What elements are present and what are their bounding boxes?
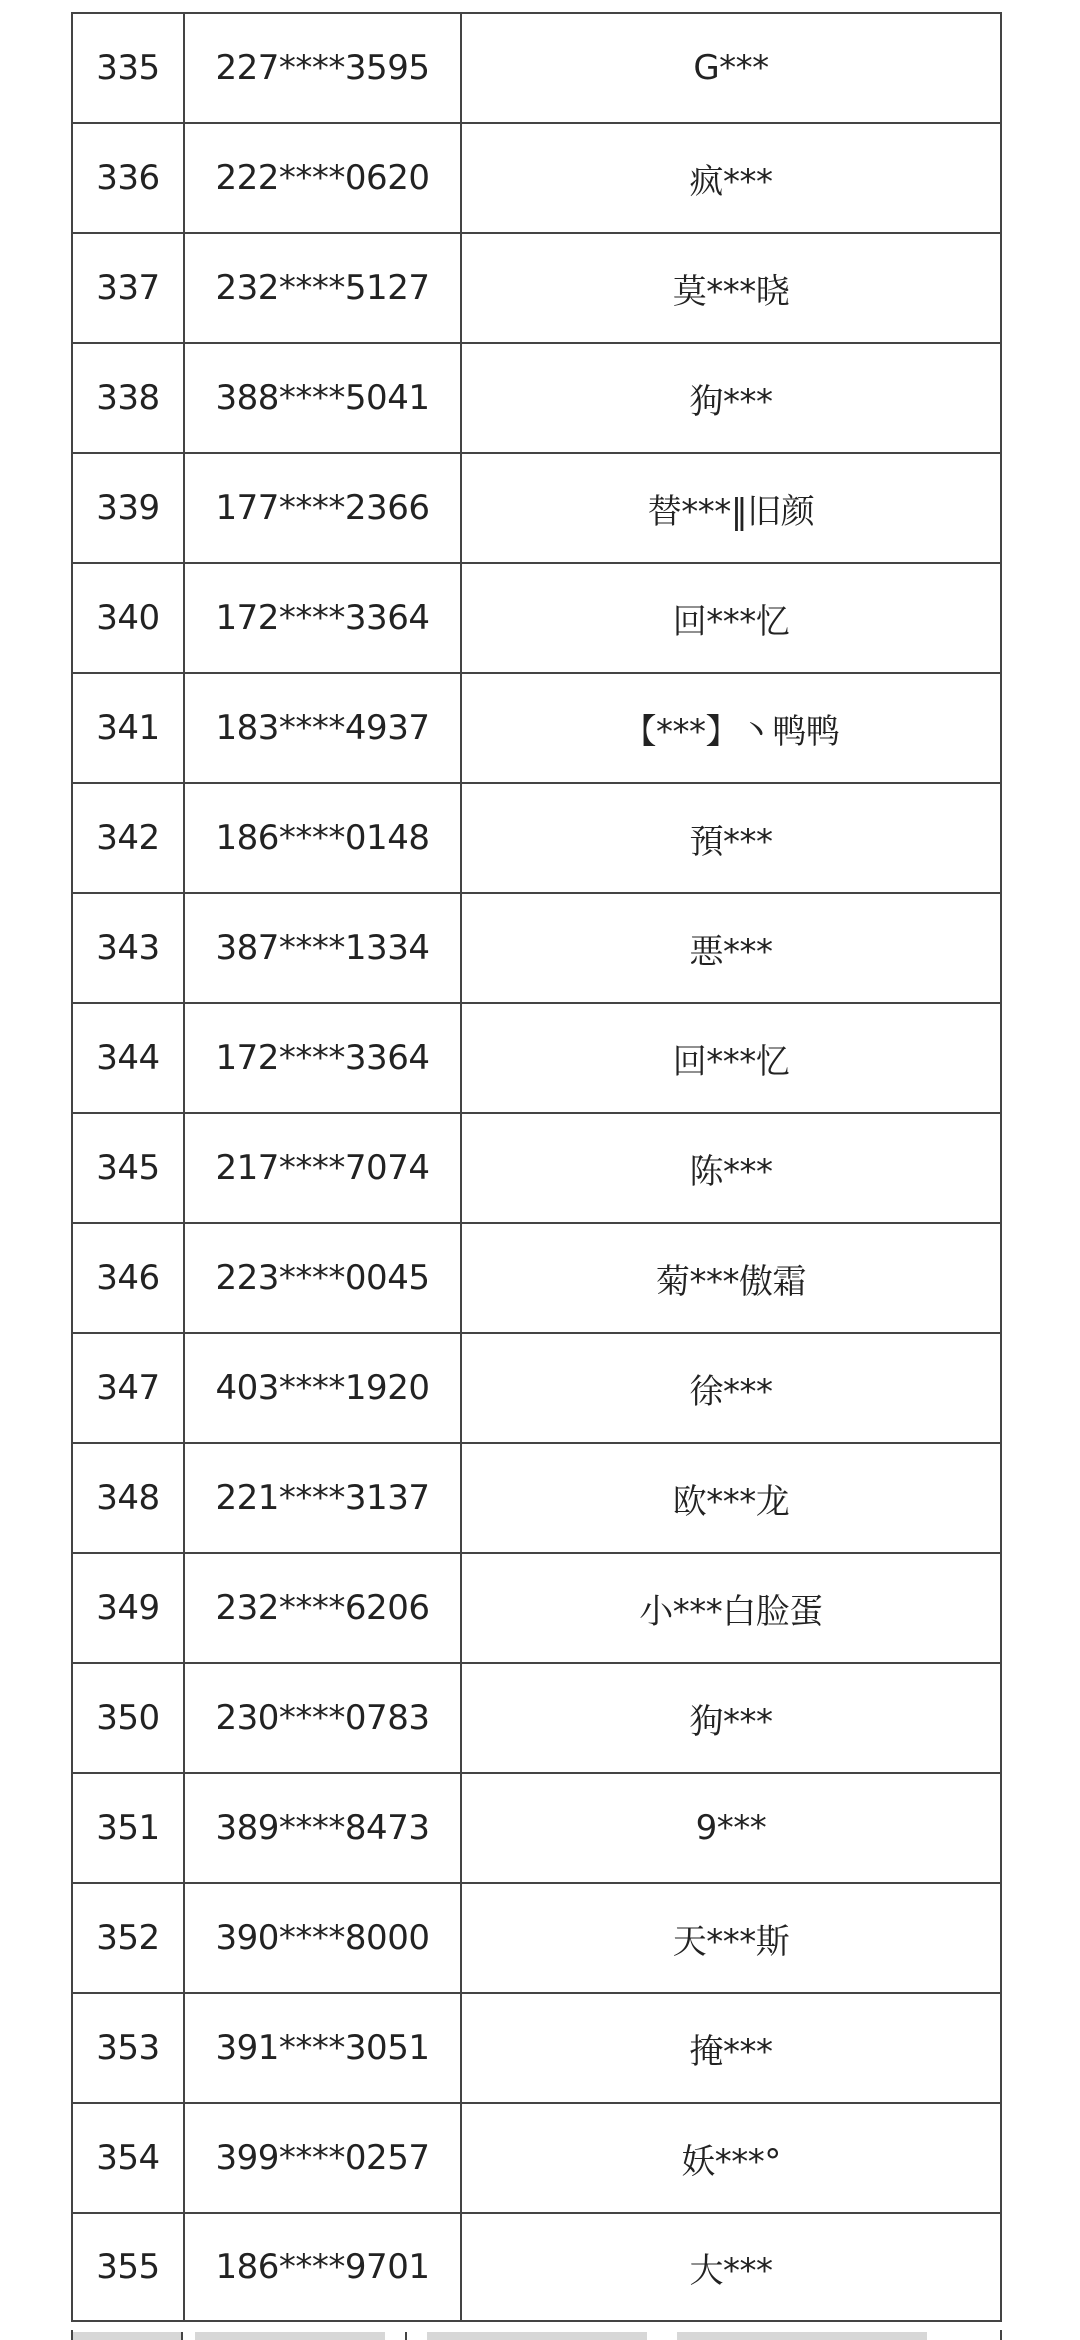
rank-cell: 350: [73, 1664, 185, 1772]
user-id-cell: 391****3051: [185, 1994, 462, 2102]
user-id-cell: 389****8473: [185, 1774, 462, 1882]
rank-cell: 341: [73, 674, 185, 782]
table-row: [71, 782, 1002, 892]
rank-cell: 337: [73, 234, 185, 342]
rank-cell: 351: [73, 1774, 185, 1882]
nickname-cell: 【***】丶鸭鸭: [622, 711, 840, 752]
nickname-cell: 預***: [689, 821, 773, 862]
table-row: [71, 1772, 1002, 1882]
table-row: [71, 1552, 1002, 1662]
rank-cell: 347: [73, 1334, 185, 1442]
user-id-cell: 221****3137: [185, 1444, 462, 1552]
user-id-cell: 172****3364: [185, 564, 462, 672]
nickname-cell: 回***忆: [672, 1041, 790, 1082]
nickname-cell: 菊***傲霜: [656, 1261, 806, 1302]
table-row: [71, 562, 1002, 672]
nickname-cell: G***: [693, 48, 769, 88]
user-id-cell: 222****0620: [185, 124, 462, 232]
user-id-cell: 177****2366: [185, 454, 462, 562]
nickname-cell: 掩***: [689, 2031, 773, 2072]
rank-cell: 344: [73, 1004, 185, 1112]
table-row: [71, 892, 1002, 1002]
winners-table: [71, 12, 1002, 2322]
rank-cell: 345: [73, 1114, 185, 1222]
rank-cell: 346: [73, 1224, 185, 1332]
user-id-cell: 399****0257: [185, 2104, 462, 2212]
rank-cell: 342: [73, 784, 185, 892]
rank-cell: 339: [73, 454, 185, 562]
user-id-cell: 227****3595: [185, 14, 462, 122]
user-id-cell: 230****0783: [185, 1664, 462, 1772]
rank-cell: 348: [73, 1444, 185, 1552]
rank-cell: 336: [73, 124, 185, 232]
table-row: [71, 1442, 1002, 1552]
user-id-cell: 223****0045: [185, 1224, 462, 1332]
nickname-cell: 欧***龙: [672, 1481, 790, 1522]
nickname-cell: 狗***: [689, 1701, 773, 1742]
table-row: [71, 2102, 1002, 2212]
nickname-cell: 替***‖旧颜: [647, 491, 815, 532]
table-row: [71, 342, 1002, 452]
nickname-cell: 9***: [695, 1808, 767, 1848]
table-row: [71, 122, 1002, 232]
nickname-cell: 大***: [689, 2250, 773, 2291]
nickname-cell: 小***白脸蛋: [639, 1591, 823, 1632]
table-row: [71, 1002, 1002, 1112]
table-row: [71, 1332, 1002, 1442]
rank-cell: 353: [73, 1994, 185, 2102]
user-id-cell: 388****5041: [185, 344, 462, 452]
rank-cell: 355: [73, 2214, 185, 2320]
rank-cell: 354: [73, 2104, 185, 2212]
nickname-cell: 妖***°: [681, 2141, 781, 2182]
table-row: [71, 1992, 1002, 2102]
rank-cell: 349: [73, 1554, 185, 1662]
table-row: [71, 1662, 1002, 1772]
nickname-cell: 天***斯: [672, 1921, 790, 1962]
nickname-cell: 陈***: [689, 1151, 773, 1192]
user-id-cell: 390****8000: [185, 1884, 462, 1992]
table-row: [71, 1222, 1002, 1332]
rank-cell: 338: [73, 344, 185, 452]
table-row: [71, 232, 1002, 342]
nickname-cell: 回***忆: [672, 601, 790, 642]
rank-cell: 352: [73, 1884, 185, 1992]
nickname-cell: 莫***晓: [672, 271, 790, 312]
table-row: [71, 452, 1002, 562]
nickname-cell: 徐***: [689, 1371, 773, 1412]
user-id-cell: 232****5127: [185, 234, 462, 342]
rank-cell: 340: [73, 564, 185, 672]
next-row-partial: [71, 2330, 1002, 2340]
user-id-cell: 387****1334: [185, 894, 462, 1002]
table-row: [71, 1112, 1002, 1222]
user-id-cell: 186****0148: [185, 784, 462, 892]
table-row: [71, 672, 1002, 782]
user-id-cell: 183****4937: [185, 674, 462, 782]
rank-cell: 335: [73, 14, 185, 122]
user-id-cell: 232****6206: [185, 1554, 462, 1662]
table-row: [71, 1882, 1002, 1992]
table-row: [71, 12, 1002, 122]
user-id-cell: 172****3364: [185, 1004, 462, 1112]
nickname-cell: 狗***: [689, 381, 773, 422]
user-id-cell: 217****7074: [185, 1114, 462, 1222]
table-row: [71, 2212, 1002, 2322]
nickname-cell: 疯***: [689, 161, 773, 202]
nickname-cell: 悪***: [689, 931, 773, 972]
user-id-cell: 403****1920: [185, 1334, 462, 1442]
user-id-cell: 186****9701: [185, 2214, 462, 2320]
rank-cell: 343: [73, 894, 185, 1002]
